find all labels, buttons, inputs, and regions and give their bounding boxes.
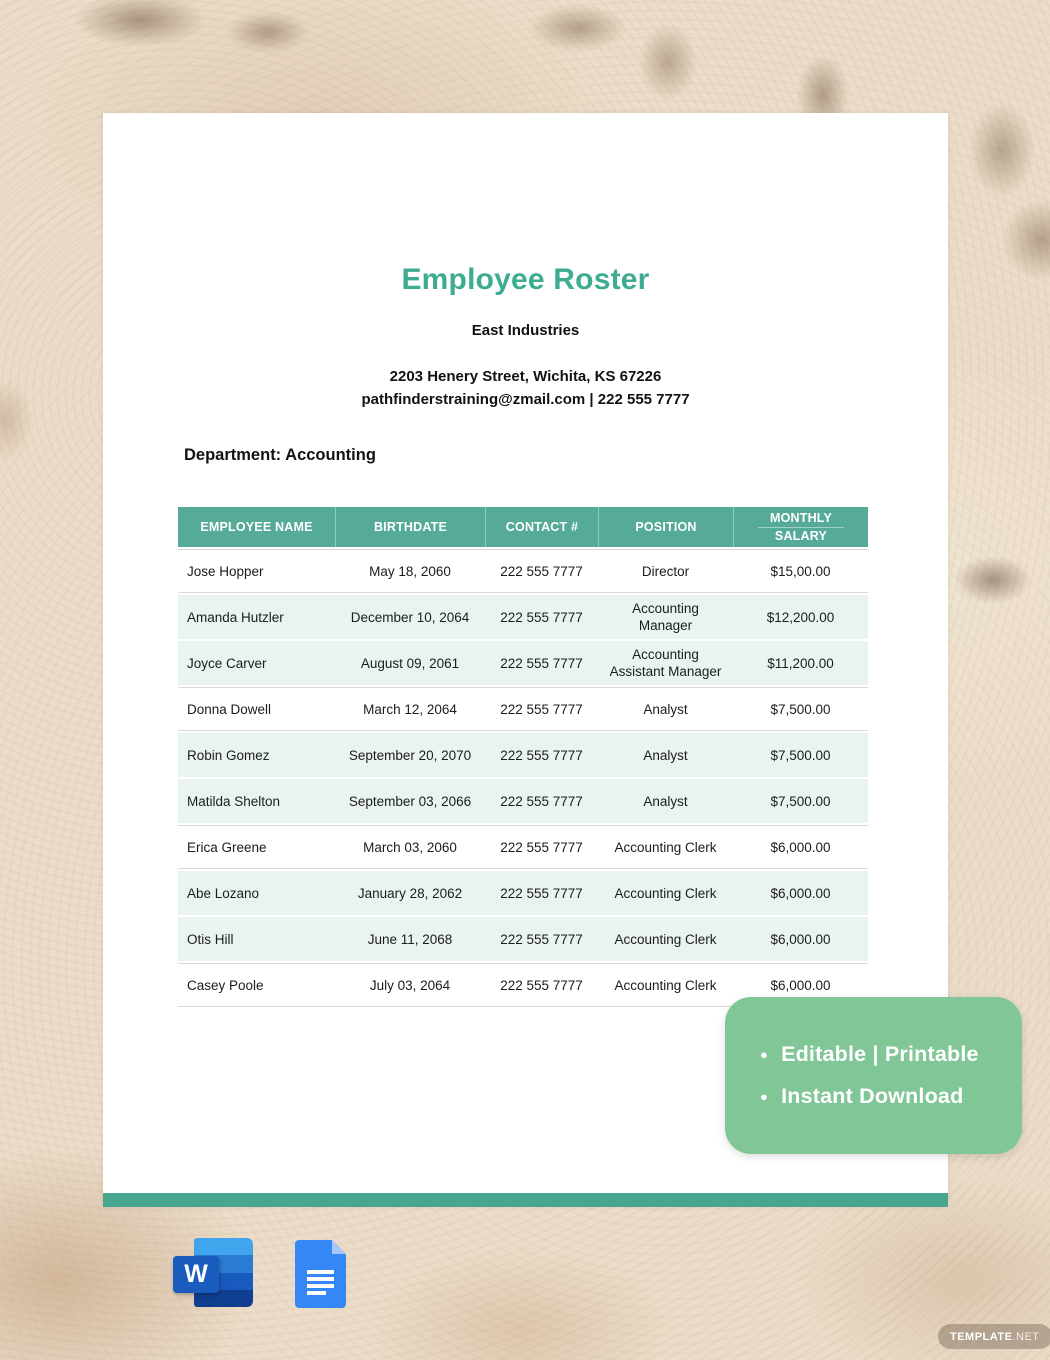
cell-monthly-salary: $6,000.00 — [770, 931, 831, 947]
roster-table-header — [178, 507, 868, 547]
cell-position: Accounting Assistant Manager — [609, 647, 722, 679]
cell-birthdate: December 10, 2064 — [350, 609, 470, 625]
company-address: 2203 Henery Street, Wichita, KS 67226 — [389, 368, 662, 385]
cell-employee-name: Abe Lozano — [187, 885, 260, 901]
ms-word-icon[interactable] — [173, 1238, 253, 1307]
cell-position: Accounting Clerk — [614, 931, 717, 947]
gdocs-folded-corner — [332, 1240, 346, 1254]
cell-birthdate: September 20, 2070 — [348, 747, 472, 763]
cell-position: Analyst — [643, 793, 688, 809]
word-letter-tile — [173, 1256, 219, 1293]
cell-birthdate: August 09, 2061 — [360, 655, 460, 671]
cell-birthdate: June 11, 2068 — [367, 931, 453, 947]
cell-monthly-salary: $15,00.00 — [770, 563, 831, 579]
cell-position: Director — [641, 563, 690, 579]
cell-contact: 222 555 7777 — [500, 885, 583, 901]
cell-birthdate: March 12, 2064 — [363, 701, 457, 717]
cell-position: Accounting Clerk — [614, 885, 717, 901]
table-row — [178, 687, 868, 731]
cell-monthly-salary: $6,000.00 — [770, 885, 831, 901]
department-label: Department: Accounting — [184, 446, 376, 464]
cell-employee-name: Otis Hill — [187, 931, 234, 947]
cell-contact: 222 555 7777 — [500, 793, 583, 809]
cell-contact: 222 555 7777 — [500, 931, 583, 947]
cell-monthly-salary: $7,500.00 — [770, 747, 831, 763]
cell-employee-name: Casey Poole — [187, 977, 264, 993]
google-docs-icon[interactable] — [295, 1240, 346, 1308]
cell-birthdate: March 03, 2060 — [363, 839, 457, 855]
cell-contact: 222 555 7777 — [500, 747, 583, 763]
cell-contact: 222 555 7777 — [500, 977, 583, 993]
cell-employee-name: Robin Gomez — [187, 747, 270, 763]
company-contact-block — [103, 365, 948, 411]
document-title: Employee Roster — [401, 263, 650, 296]
table-row — [178, 641, 868, 685]
company-name: East Industries — [471, 322, 580, 339]
template-net-watermark[interactable] — [938, 1324, 1050, 1349]
cell-employee-name: Donna Dowell — [187, 701, 272, 717]
table-row — [178, 549, 868, 593]
cell-employee-name: Amanda Hutzler — [187, 609, 284, 625]
cell-position: Accounting Clerk — [614, 977, 717, 993]
column-header: BIRTHDATE — [335, 507, 485, 547]
gdocs-text-lines — [307, 1270, 334, 1298]
column-header: MONTHLY SALARY — [733, 507, 868, 547]
column-header: POSITION — [598, 507, 733, 547]
bullet-icon: ● — [760, 1089, 769, 1104]
badge-text: Instant Download — [781, 1084, 964, 1108]
promo-badge — [725, 997, 1022, 1154]
cell-contact: 222 555 7777 — [500, 701, 583, 717]
cell-contact: 222 555 7777 — [500, 609, 583, 625]
bullet-icon: ● — [760, 1047, 769, 1062]
watermark-brand: TEMPLATE — [950, 1330, 1013, 1343]
cell-monthly-salary: $12,200.00 — [766, 609, 835, 625]
page-accent-bar — [103, 1193, 948, 1207]
cell-employee-name: Joyce Carver — [187, 655, 267, 671]
table-row — [178, 917, 868, 961]
cell-position: Accounting Manager — [632, 601, 699, 633]
watermark-suffix: .NET — [1012, 1330, 1040, 1343]
table-row — [178, 595, 868, 639]
column-header: CONTACT # — [485, 507, 598, 547]
table-row — [178, 779, 868, 823]
cell-birthdate: January 28, 2062 — [357, 885, 463, 901]
badge-text: Editable | Printable — [781, 1042, 979, 1066]
cell-contact: 222 555 7777 — [500, 563, 583, 579]
cell-contact: 222 555 7777 — [500, 839, 583, 855]
cell-monthly-salary: $11,200.00 — [767, 655, 834, 671]
cell-monthly-salary: $6,000.00 — [770, 977, 831, 993]
cell-contact: 222 555 7777 — [500, 655, 583, 671]
word-letter: W — [184, 1260, 208, 1288]
roster-table — [178, 507, 868, 1007]
cell-position: Analyst — [643, 701, 688, 717]
company-contact-line: pathfinderstraining@zmail.com | 222 555 7777 — [361, 391, 690, 408]
roster-table-body — [178, 549, 868, 1007]
cell-birthdate: May 18, 2060 — [369, 563, 451, 579]
table-row — [178, 733, 868, 777]
cell-monthly-salary: $7,500.00 — [770, 701, 831, 717]
table-row — [178, 825, 868, 869]
cell-position: Accounting Clerk — [614, 839, 717, 855]
cell-position: Analyst — [643, 747, 688, 763]
cell-monthly-salary: $6,000.00 — [770, 839, 831, 855]
badge-line — [760, 1042, 1022, 1067]
cell-employee-name: Matilda Shelton — [187, 793, 281, 809]
table-row — [178, 871, 868, 915]
cell-employee-name: Jose Hopper — [187, 563, 264, 579]
cell-birthdate: September 03, 2066 — [348, 793, 472, 809]
cell-birthdate: July 03, 2064 — [369, 977, 451, 993]
badge-line — [760, 1084, 1022, 1109]
column-header: EMPLOYEE NAME — [200, 519, 313, 534]
document-header — [103, 263, 948, 411]
cell-employee-name: Erica Greene — [187, 839, 267, 855]
cell-monthly-salary: $7,500.00 — [770, 793, 831, 809]
